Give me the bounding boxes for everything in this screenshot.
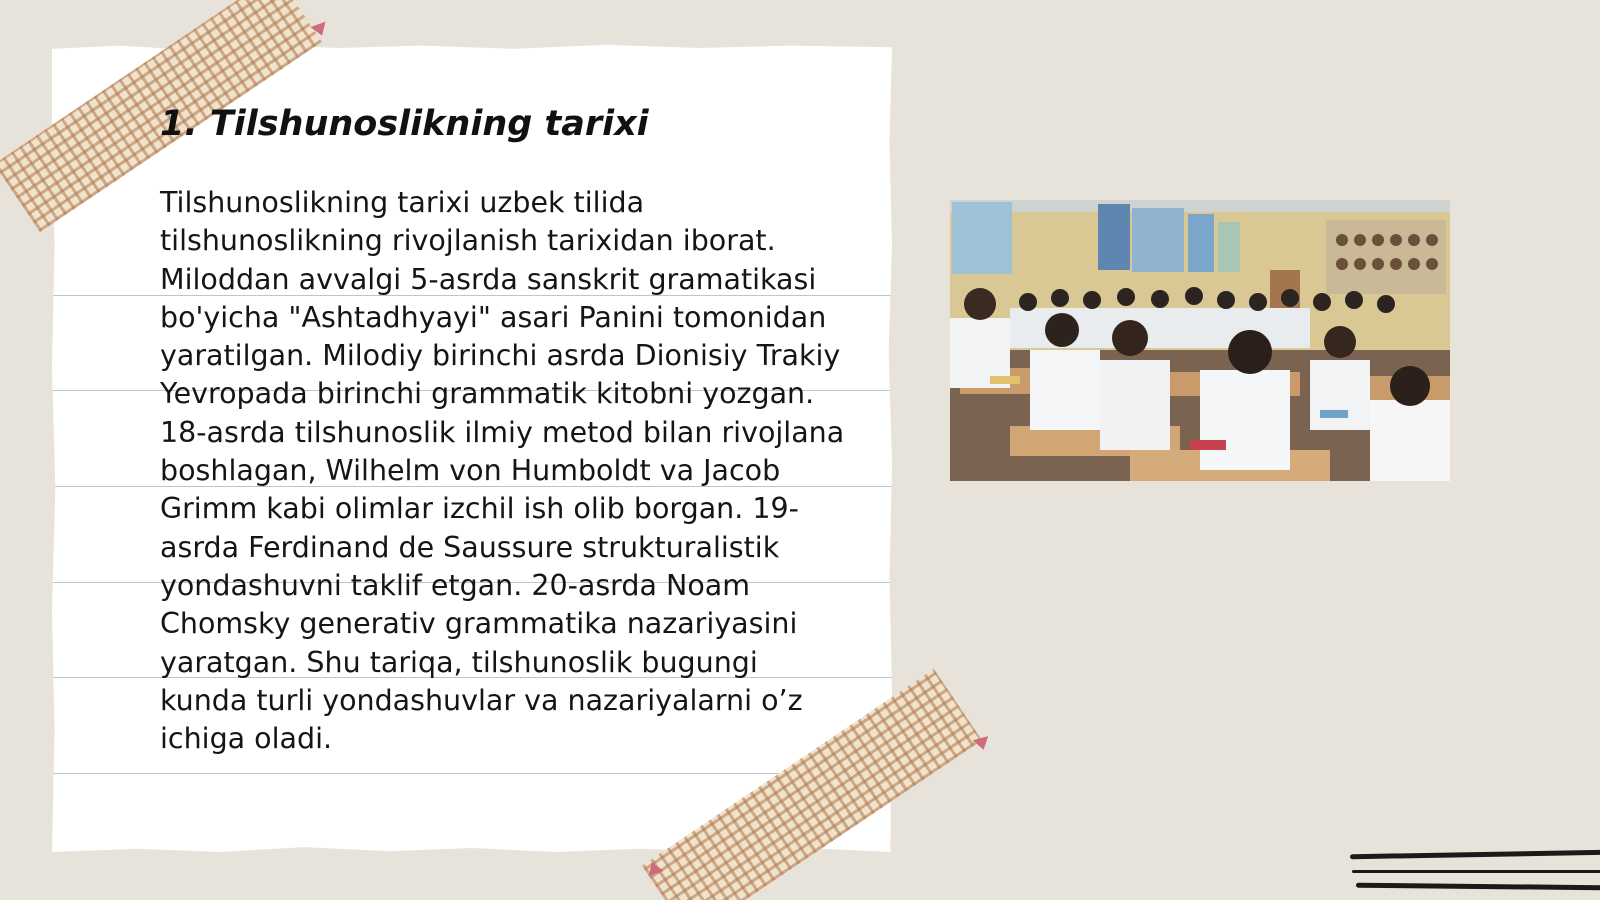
decorative-stroke — [1352, 870, 1600, 873]
slide-body-text: Tilshunoslikning tarixi uzbek tilida tilshunoslikning rivojlanish tarixidan iborat. Miloddan avvalgi 5-asrda sanskrit gramatikasi bo'yicha "Ashtadhyayi" asari Panini tomonidan yaratilgan. Milodiy birinchi asrda Dionisiy Trakiy Yevropada birinchi grammatik kitobni yozgan. 18-asrda tilshunoslik ilmiy metod bilan rivojlana boshlagan, Wilhelm von Humboldt va Jacob Grimm kabi olimlar izchil ish olib borgan. 19-asrda Ferdinand de Saussure strukturalistik yondashuvni taklif etgan. 20-asrda Noam Chomsky generativ grammatika nazariyasini yaratgan. Shu tariqa, tilshunoslik bugungi kunda turli yondashuvlar va nazariyalarni o’z ichiga oladi. — [160, 186, 845, 756]
tape-tip-icon — [310, 22, 329, 39]
ruled-line — [52, 773, 892, 774]
decorative-stroke — [1350, 850, 1600, 860]
slide-title: 1. Tilshunoslikning tarixi — [160, 104, 649, 144]
classroom-photo-icon — [950, 200, 1450, 481]
tape-tip-icon — [973, 736, 992, 752]
decorative-stroke — [1356, 883, 1600, 891]
